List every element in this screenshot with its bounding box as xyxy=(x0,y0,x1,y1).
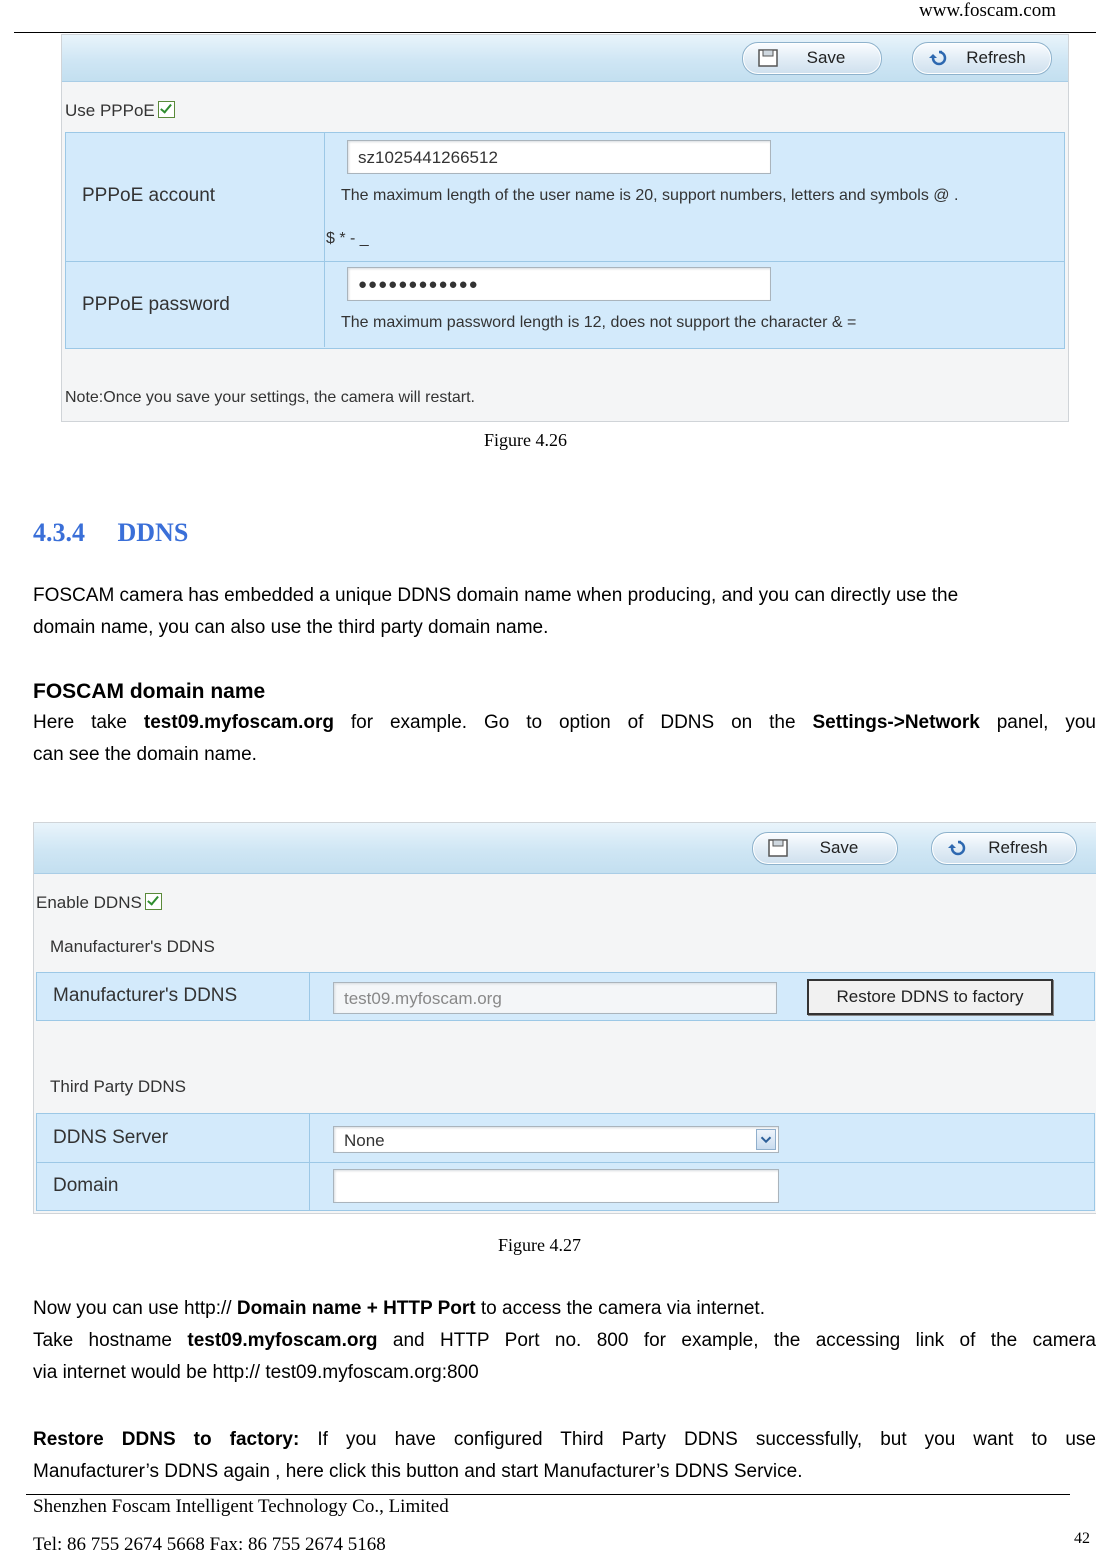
third-party-ddns-section-title: Third Party DDNS xyxy=(50,1077,187,1096)
pppoe-account-row xyxy=(66,133,1064,262)
ddns-server-label: DDNS Server xyxy=(53,1127,169,1148)
text-run: If you have configured Third Party DDNS successfully, but you want to use xyxy=(317,1429,1096,1450)
ddns-server-value: None xyxy=(344,1131,385,1150)
usage-line-2 xyxy=(33,1325,1096,1357)
header-url: www.foscam.com xyxy=(918,0,1056,21)
text-run: for example. Go to option of DDNS on the xyxy=(333,712,813,733)
text-run: to access the camera via internet. xyxy=(475,1298,765,1319)
header-divider xyxy=(14,32,1096,33)
figure-4-27-caption: Figure 4.27 xyxy=(498,1235,581,1255)
foscam-domain-heading: FOSCAM domain name xyxy=(33,680,266,703)
restore-paragraph xyxy=(33,1424,1096,1488)
pppoe-password-hint: The maximum password length is 12, does not support the character & = xyxy=(341,314,857,331)
domain-input[interactable] xyxy=(333,1169,779,1203)
ddns-server-row xyxy=(37,1114,1094,1163)
pppoe-account-label: PPPoE account xyxy=(82,185,216,206)
restore-line-1 xyxy=(33,1424,1096,1456)
usage-paragraph xyxy=(33,1293,1096,1389)
enable-ddns-label: Enable DDNS xyxy=(36,893,142,912)
toolbar xyxy=(34,823,1096,874)
save-button[interactable] xyxy=(752,832,898,865)
example-hostname: test09.myfoscam.org xyxy=(187,1330,378,1351)
text-run: Now you can use http:// xyxy=(33,1298,237,1319)
save-label: Save xyxy=(806,48,846,67)
manufacturer-ddns-row xyxy=(37,973,1094,1020)
foscam-domain-line-2: can see the domain name. xyxy=(33,744,257,765)
footer-company: Shenzhen Foscam Intelligent Technology Co., Limited xyxy=(33,1496,449,1517)
pppoe-password-label-cell xyxy=(66,261,325,347)
pppoe-password-row xyxy=(66,261,1064,347)
manufacturer-ddns-input[interactable]: test09.myfoscam.org xyxy=(333,982,777,1014)
settings-path: Settings->Network xyxy=(812,712,980,733)
use-pppoe-checkbox[interactable] xyxy=(158,101,175,118)
footer-divider xyxy=(26,1494,1070,1495)
section-number: 4.3.4 xyxy=(33,518,85,547)
use-pppoe-toggle[interactable] xyxy=(65,101,175,121)
example-domain: test09.myfoscam.org xyxy=(143,712,334,733)
pppoe-password-input[interactable]: ●●●●●●●●●●●● xyxy=(347,267,771,301)
text-run: Here take xyxy=(33,712,144,733)
text-run: Take hostname xyxy=(33,1330,188,1351)
section-heading xyxy=(33,518,188,548)
pppoe-account-input[interactable]: sz1025441266512 xyxy=(347,140,771,174)
restore-line-2: Manufacturer’s DDNS again , here click this button and start Manufacturer’s DDNS Service. xyxy=(33,1461,803,1482)
foscam-domain-line-1 xyxy=(33,707,1096,739)
pppoe-table xyxy=(65,132,1065,349)
manufacturer-ddns-section-title: Manufacturer's DDNS xyxy=(50,937,215,956)
pppoe-account-hint-symbols: $ * - _ xyxy=(326,230,369,247)
pppoe-settings-panel xyxy=(61,34,1069,422)
chevron-down-icon[interactable] xyxy=(756,1129,776,1150)
refresh-button[interactable] xyxy=(912,42,1052,75)
pppoe-account-hint: The maximum length of the user name is 20, support numbers, letters and symbols @ . xyxy=(341,187,959,204)
restore-ddns-button[interactable]: Restore DDNS to factory xyxy=(807,979,1053,1015)
foscam-domain-paragraph xyxy=(33,707,1096,771)
refresh-button[interactable] xyxy=(931,832,1077,865)
enable-ddns-checkbox[interactable] xyxy=(145,893,162,910)
ddns-settings-panel xyxy=(33,822,1096,1214)
url-pattern: Domain name + HTTP Port xyxy=(236,1298,476,1319)
restart-note: Note:Once you save your settings, the camera will restart. xyxy=(65,389,475,406)
section-title: DDNS xyxy=(117,518,189,547)
third-party-ddns-table xyxy=(36,1113,1095,1211)
toolbar xyxy=(62,35,1068,82)
pppoe-password-label: PPPoE password xyxy=(82,294,230,315)
text-run: panel, you xyxy=(979,712,1096,733)
refresh-label: Refresh xyxy=(988,838,1048,857)
manufacturer-ddns-table xyxy=(36,972,1095,1021)
manufacturer-ddns-label: Manufacturer's DDNS xyxy=(53,985,238,1006)
restore-label: Restore DDNS to factory: xyxy=(33,1429,300,1450)
domain-row xyxy=(37,1162,1094,1210)
domain-label: Domain xyxy=(53,1175,119,1196)
enable-ddns-toggle[interactable] xyxy=(36,893,162,913)
manufacturer-ddns-label-cell xyxy=(37,973,310,1020)
domain-label-cell xyxy=(37,1162,310,1210)
ddns-server-label-cell xyxy=(37,1114,310,1162)
ddns-server-select[interactable] xyxy=(333,1126,779,1153)
save-label: Save xyxy=(819,838,859,857)
use-pppoe-label: Use PPPoE xyxy=(65,101,155,120)
figure-4-26-caption: Figure 4.26 xyxy=(484,430,567,450)
usage-line-1 xyxy=(33,1293,1096,1325)
refresh-label: Refresh xyxy=(966,48,1026,67)
intro-paragraph xyxy=(33,580,1096,644)
save-button[interactable] xyxy=(742,42,882,75)
usage-line-3: via internet would be http:// test09.myfoscam.org:800 xyxy=(33,1362,479,1383)
page-number: 42 xyxy=(1074,1530,1090,1547)
text-run: and HTTP Port no. 800 for example, the accessing link of the camera xyxy=(377,1330,1096,1351)
footer-contact: Tel: 86 755 2674 5668 Fax: 86 755 2674 5168 xyxy=(33,1534,386,1555)
intro-line-1: FOSCAM camera has embedded a unique DDNS domain name when producing, and you can directly use the xyxy=(33,585,959,606)
pppoe-account-label-cell xyxy=(66,133,325,261)
intro-line-2: domain name, you can also use the third party domain name. xyxy=(33,617,549,638)
